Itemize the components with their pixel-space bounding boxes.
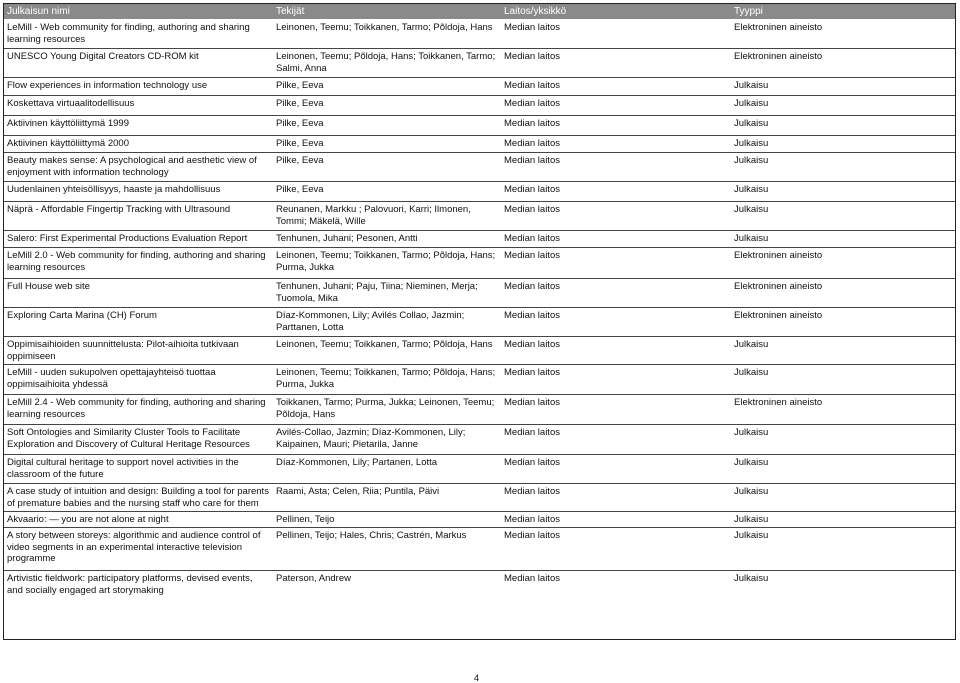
row-unit: Median laitos [504, 457, 560, 468]
row-title: Oppimisaihioiden suunnittelusta: Pilot-aihioita tutkivaan oppimiseen [7, 339, 239, 362]
row-authors: Leinonen, Teemu; Põldoja, Hans; Toikkanen, Tarmo; Salmi, Anna [276, 51, 496, 74]
row-type: Elektroninen aineisto [734, 51, 823, 62]
row-authors: Leinonen, Teemu; Toikkanen, Tarmo; Põldoja, Hans; Purma, Jukka [276, 250, 496, 273]
row-title: Artivistic fieldwork: participatory platforms, devised events, and socially engaged art storymaking [7, 573, 253, 596]
row-type: Julkaisu [734, 514, 769, 525]
row-unit: Median laitos [504, 80, 560, 91]
row-title: LeMill 2.0 - Web community for finding, authoring and sharing learning resources [7, 250, 266, 273]
row-authors: Pilke, Eeva [276, 118, 324, 129]
row-unit: Median laitos [504, 250, 560, 261]
row-authors: Pilke, Eeva [276, 80, 324, 91]
row-unit: Median laitos [504, 397, 560, 408]
table-row [4, 20, 955, 48]
table-row [4, 115, 955, 135]
table-row [4, 527, 955, 570]
table-header [4, 4, 955, 19]
row-authors: Paterson, Andrew [276, 573, 351, 584]
row-authors: Tenhunen, Juhani; Pesonen, Antti [276, 233, 418, 244]
table-row [4, 570, 955, 610]
row-type: Julkaisu [734, 184, 769, 195]
row-unit: Median laitos [504, 155, 560, 166]
row-type: Julkaisu [734, 118, 769, 129]
row-type: Elektroninen aineisto [734, 281, 823, 292]
row-title: Digital cultural heritage to support novel activities in the classroom of the future [7, 457, 239, 480]
row-unit: Median laitos [504, 22, 560, 33]
table-row [4, 278, 955, 307]
row-type: Julkaisu [734, 530, 769, 541]
row-type: Julkaisu [734, 339, 769, 350]
row-unit: Median laitos [504, 530, 560, 541]
header-authors: Tekijät [276, 6, 305, 17]
table-row [4, 152, 955, 181]
row-unit: Median laitos [504, 367, 560, 378]
row-type: Julkaisu [734, 367, 769, 378]
row-unit: Median laitos [504, 427, 560, 438]
row-title: A story between storeys: algorithmic and audience control of video segments in an experimental interactive television programme [7, 530, 261, 564]
row-title: UNESCO Young Digital Creators CD-ROM kit [7, 51, 199, 62]
row-authors: Pilke, Eeva [276, 155, 324, 166]
table-row [4, 77, 955, 95]
row-authors: Díaz-Kommonen, Lily; Avilés Collao, Jazmin; Parttanen, Lotta [276, 310, 465, 333]
row-authors: Leinonen, Teemu; Toikkanen, Tarmo; Põldoja, Hans; Purma, Jukka [276, 367, 496, 390]
row-authors: Leinonen, Teemu; Toikkanen, Tarmo; Põldoja, Hans [276, 339, 493, 350]
row-unit: Median laitos [504, 118, 560, 129]
row-authors: Pilke, Eeva [276, 138, 324, 149]
row-unit: Median laitos [504, 573, 560, 584]
row-type: Julkaisu [734, 80, 769, 91]
row-title: Näprä - Affordable Fingertip Tracking with Ultrasound [7, 204, 231, 215]
row-title: Koskettava virtuaalitodellisuus [7, 98, 135, 109]
row-authors: Leinonen, Teemu; Toikkanen, Tarmo; Põldoja, Hans [276, 22, 493, 33]
row-authors: Pilke, Eeva [276, 184, 324, 195]
header-type: Tyyppi [734, 6, 763, 17]
table-row [4, 181, 955, 201]
row-type: Julkaisu [734, 457, 769, 468]
row-title: LeMill - uuden sukupolven opettajayhteisö tuottaa oppimisaihioita yhdessä [7, 367, 216, 390]
table-row [4, 48, 955, 77]
row-title: Beauty makes sense: A psychological and aesthetic view of enjoyment with information technology [7, 155, 257, 178]
row-unit: Median laitos [504, 51, 560, 62]
row-type: Julkaisu [734, 233, 769, 244]
row-type: Elektroninen aineisto [734, 250, 823, 261]
row-type: Julkaisu [734, 204, 769, 215]
row-unit: Median laitos [504, 281, 560, 292]
row-authors: Pilke, Eeva [276, 98, 324, 109]
table-row [4, 364, 955, 394]
row-authors: Tenhunen, Juhani; Paju, Tiina; Nieminen, Merja; Tuomola, Mika [276, 281, 478, 304]
row-unit: Median laitos [504, 233, 560, 244]
table-row [4, 135, 955, 152]
row-title: Exploring Carta Marina (CH) Forum [7, 310, 157, 321]
table-row [4, 336, 955, 364]
row-type: Julkaisu [734, 486, 769, 497]
row-title: Salero: First Experimental Productions Evaluation Report [7, 233, 248, 244]
row-authors: Pellinen, Teijo; Hales, Chris; Castrén, Markus [276, 530, 467, 541]
row-authors: Toikkanen, Tarmo; Purma, Jukka; Leinonen, Teemu; Põldoja, Hans [276, 397, 495, 420]
table-row [4, 307, 955, 336]
row-title: A case study of intuition and design: Building a tool for parents of premature babies and the nursing staff who care for them [7, 486, 269, 509]
row-authors: Pellinen, Teijo [276, 514, 335, 525]
table-row [4, 454, 955, 483]
row-type: Julkaisu [734, 427, 769, 438]
row-title: Aktiivinen käyttöliittymä 2000 [7, 138, 129, 149]
row-type: Elektroninen aineisto [734, 22, 823, 33]
row-unit: Median laitos [504, 310, 560, 321]
page-number: 4 [474, 673, 480, 683]
row-unit: Median laitos [504, 138, 560, 149]
row-authors: Avilés-Collao, Jazmin; Díaz-Kommonen, Lily; Kaipainen, Mauri; Pietarila, Janne [276, 427, 466, 450]
row-unit: Median laitos [504, 339, 560, 350]
row-title: LeMill 2.4 - Web community for finding, authoring and sharing learning resources [7, 397, 266, 420]
row-title: Soft Ontologies and Similarity Cluster Tools to Facilitate Exploration and Discovery of Cultural Heritage Resources [7, 427, 250, 450]
header-title: Julkaisun nimi [7, 6, 70, 17]
table-row [4, 201, 955, 230]
row-unit: Median laitos [504, 486, 560, 497]
header-unit: Laitos/yksikkö [504, 6, 567, 17]
row-unit: Median laitos [504, 204, 560, 215]
row-type: Elektroninen aineisto [734, 397, 823, 408]
table-row [4, 483, 955, 511]
table-row [4, 511, 955, 527]
row-authors: Reunanen, Markku ; Palovuori, Karri; Ilmonen, Tommi; Mäkelä, Wille [276, 204, 471, 227]
table-row [4, 95, 955, 115]
row-unit: Median laitos [504, 184, 560, 195]
row-title: Uudenlainen yhteisöllisyys, haaste ja mahdollisuus [7, 184, 221, 195]
row-title: Full House web site [7, 281, 90, 292]
row-type: Julkaisu [734, 98, 769, 109]
row-title: Akvaario: — you are not alone at night [7, 514, 169, 525]
table-row [4, 230, 955, 247]
row-type: Julkaisu [734, 138, 769, 149]
publications-table [3, 3, 956, 640]
row-unit: Median laitos [504, 98, 560, 109]
row-unit: Median laitos [504, 514, 560, 525]
row-type: Julkaisu [734, 155, 769, 166]
row-type: Elektroninen aineisto [734, 310, 823, 321]
row-authors: Raami, Asta; Celen, Riia; Puntila, Päivi [276, 486, 440, 497]
table-row [4, 424, 955, 454]
row-title: Aktiivinen käyttöliittymä 1999 [7, 118, 129, 129]
row-type: Julkaisu [734, 573, 769, 584]
table-row [4, 247, 955, 278]
row-title: LeMill - Web community for finding, authoring and sharing learning resources [7, 22, 250, 45]
row-title: Flow experiences in information technology use [7, 80, 208, 91]
row-authors: Díaz-Kommonen, Lily; Partanen, Lotta [276, 457, 438, 468]
table-row [4, 394, 955, 424]
